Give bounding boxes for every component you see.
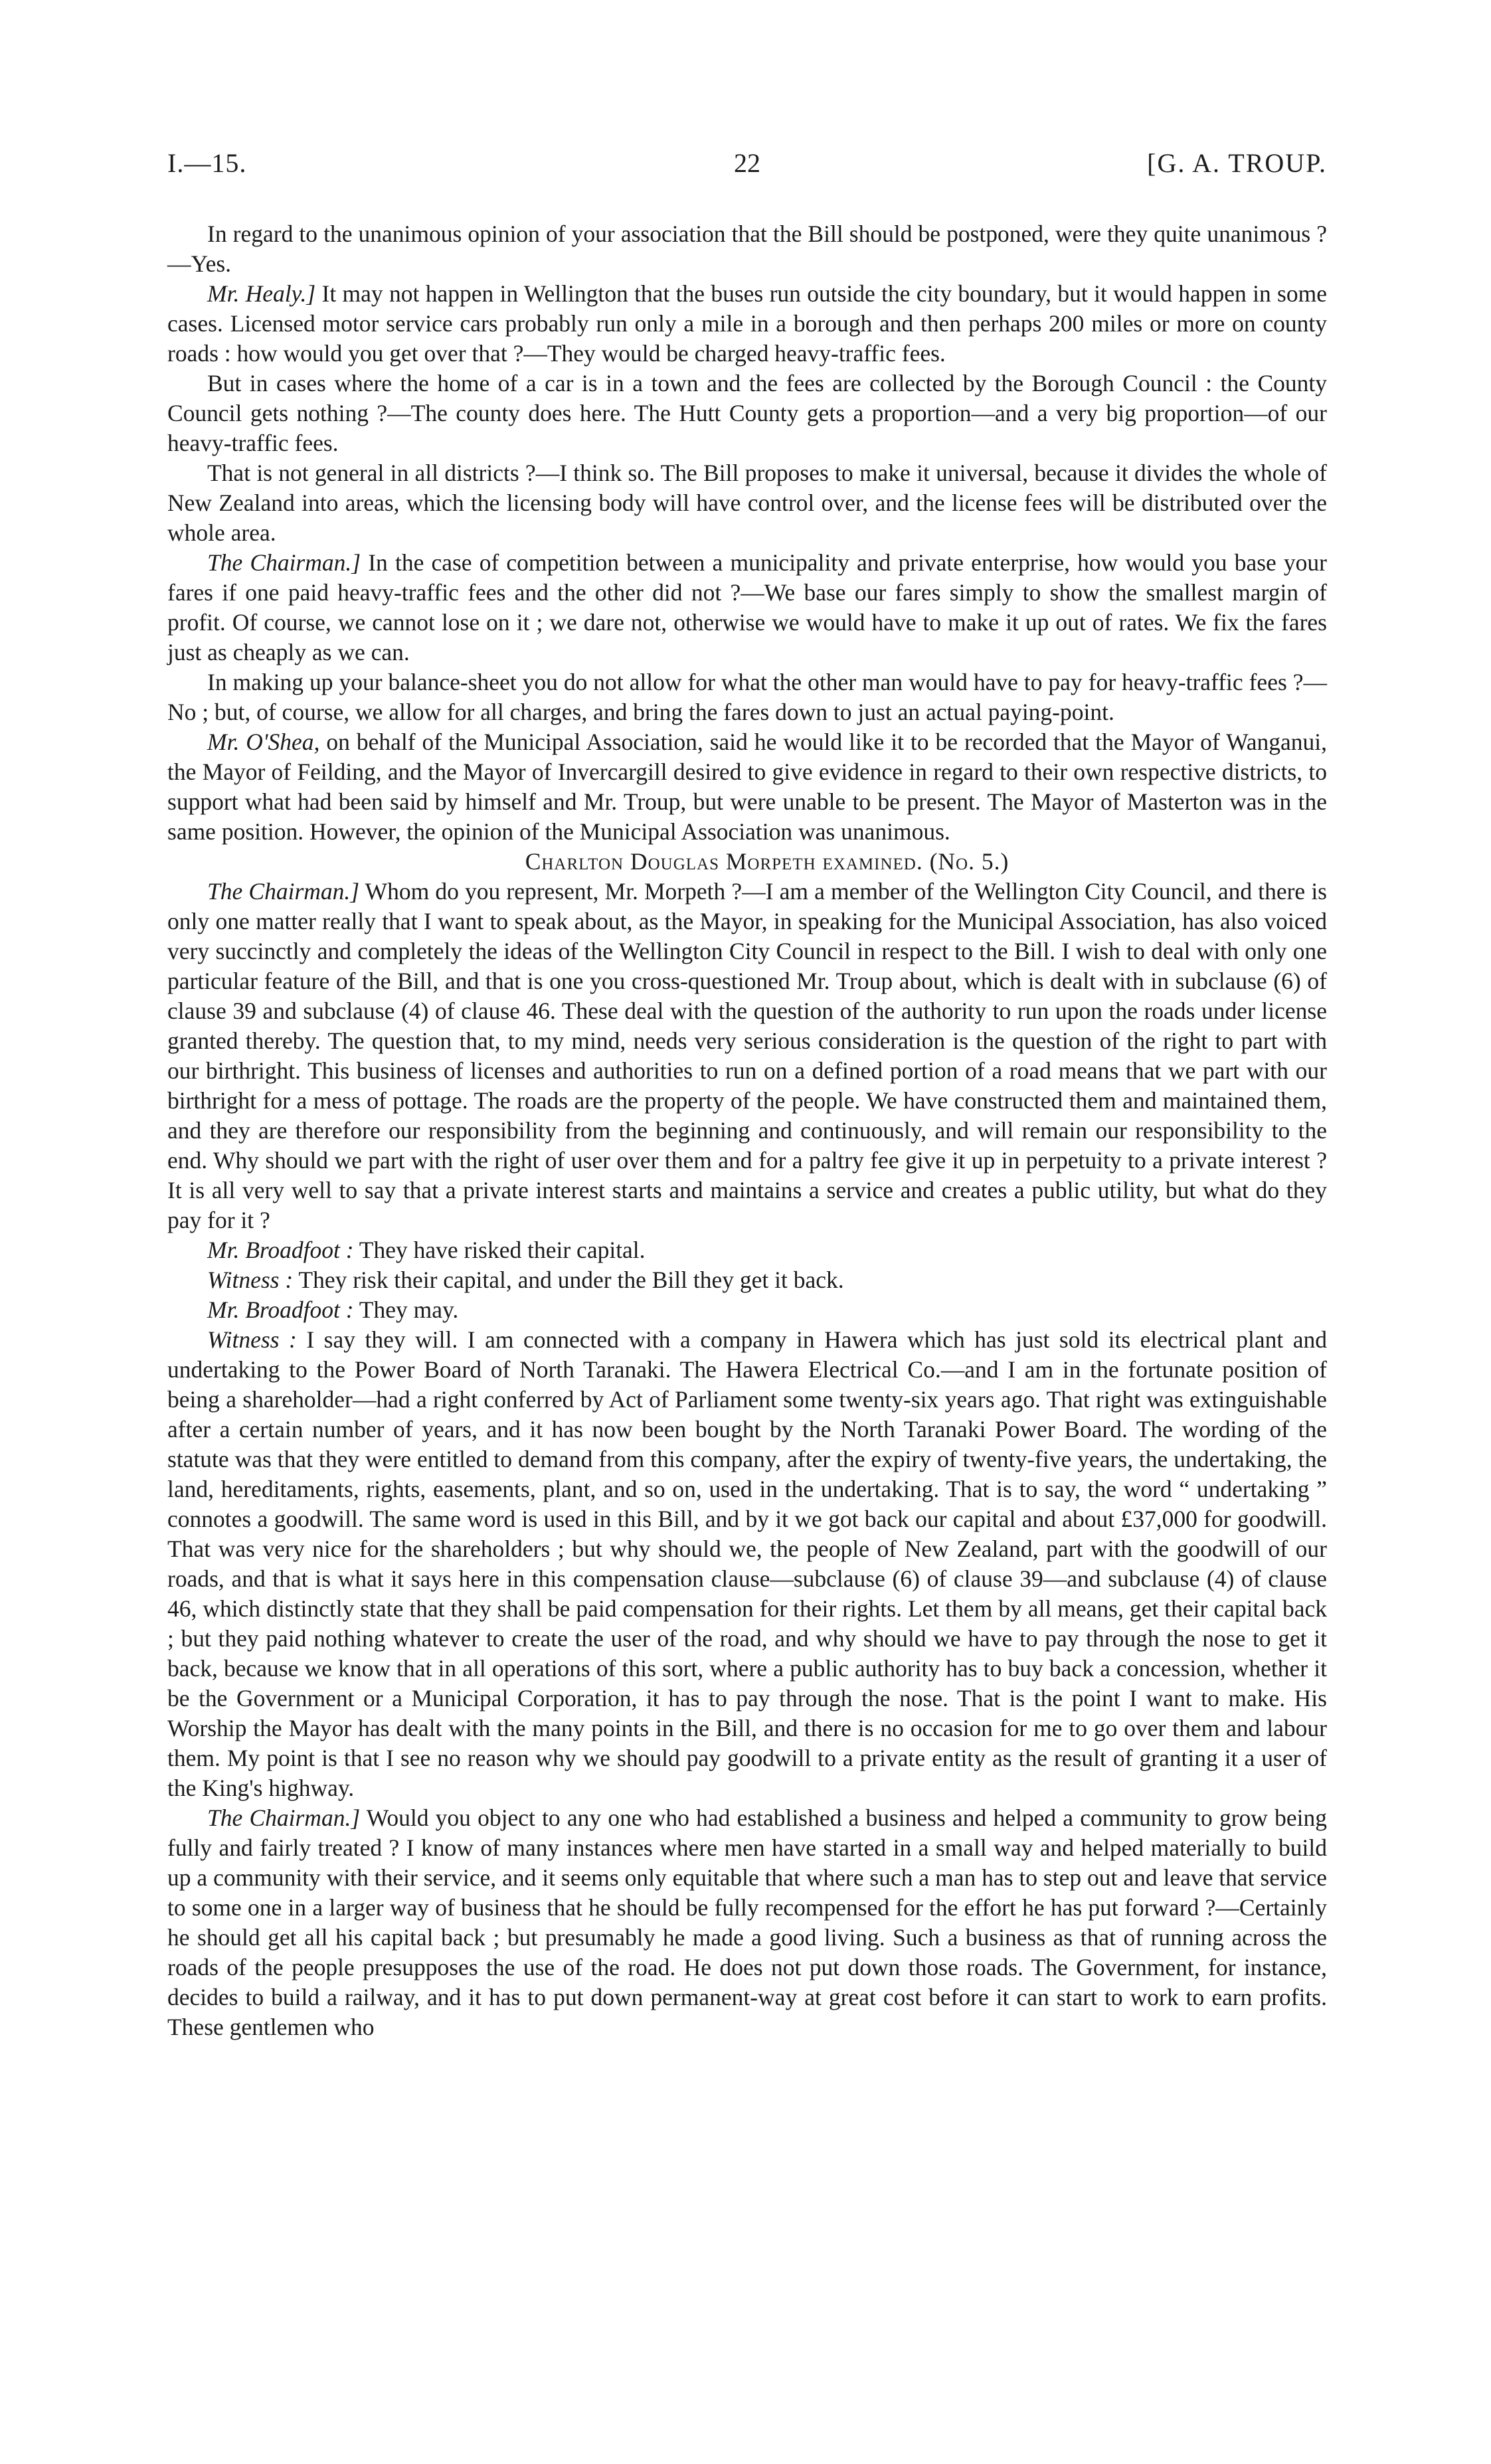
- paragraph: [167, 548, 1327, 667]
- paragraph-text: But in cases where the home of a car is in a town and the fees are collected by the Borough Council : the County Council gets nothing ?—The county does here. The Hutt County gets a proportion—and a very big proportion—of our heavy-traffic fees.: [167, 370, 1327, 456]
- paragraph-text: It may not happen in Wellington that the buses run outside the city boundary, but it would happen in some cases. Licensed motor service cars probably run only a mile in a borough and then perhaps 200 miles or more on county roads : how would you get over that ?—They would be charged heavy-traffic fees.: [167, 280, 1327, 367]
- speaker: Witness :: [207, 1326, 297, 1353]
- speaker: The Chairman.]: [207, 1804, 361, 1831]
- speaker: Mr. Broadfoot :: [207, 1237, 354, 1263]
- paragraph-text: I say they will. I am connected with a company in Hawera which has just sold its electrical plant and undertaking to the Power Board of North Taranaki. The Hawera Electrical Co.—and I am in the fortunate position of being a shareholder—had a right conferred by Act of Parliament some twenty-six years ago. That right was extinguishable after a certain number of years, and it has now been bought by the North Taranaki Power Board. The wording of the statute was that they were entitled to demand from this company, after the expiry of twenty-five years, the undertaking, the land, hereditaments, rights, easements, plant, and so on, used in the undertaking. That is to say, the word “ undertaking ” connotes a goodwill. The same word is used in this Bill, and by it we got back our capital and about £37,000 for goodwill. That was very nice for the shareholders ; but why should we, the people of New Zealand, part with the goodwill of our roads, and that is what it says here in this compensation clause—subclause (6) of clause 39—and subclause (4) of clause 46, which distinctly state that they shall be paid compensation for their rights. Let them by all means, get their capital back ; but they paid nothing whatever to create the user of the road, and why should we have to pay through the nose to get it back, because we know that in all operations of this sort, where a public authority has to buy back a concession, whether it be the Government or a Municipal Corporation, it has to pay through the nose. That is the point I want to make. His Worship the Mayor has dealt with the many points in the Bill, and there is no occasion for me to go over them and labour them. My point is that I see no reason why we should pay goodwill to a private entity as the result of granting it a user of the King's highway.: [167, 1326, 1327, 1801]
- paragraph: [167, 1235, 1327, 1265]
- paragraph-text: In the case of competition between a municipality and private enterprise, how would you base your fares if one paid heavy-traffic fees and the other did not ?—We base our fares simply to show the smallest margin of profit. Of course, we cannot lose on it ; we dare not, otherwise we would have to make it up out of rates. We fix the fares just as cheaply as we can.: [167, 549, 1327, 665]
- paragraph-text: That is not general in all districts ?—I think so. The Bill proposes to make it universal, because it divides the whole of New Zealand into areas, which the licensing body will have control over, and the license fees will be distributed over the whole area.: [167, 460, 1327, 546]
- speaker: Witness :: [207, 1267, 294, 1293]
- speaker: Mr. Broadfoot :: [207, 1296, 354, 1323]
- paragraph-text: They may.: [353, 1296, 459, 1323]
- paragraph-text: Whom do you represent, Mr. Morpeth ?—I am a member of the Wellington City Council, and there is only one matter really that I want to speak about, as the Mayor, in speaking for the Municipal Association, has also voiced very succinctly and completely the ideas of the Wellington City Council in respect to the Bill. I wish to deal with only one particular feature of the Bill, and that is one you cross-questioned Mr. Troup about, which is dealt with in subclause (6) of clause 39 and subclause (4) of clause 46. These deal with the question of the authority to run upon the roads under license granted thereby. The question that, to my mind, needs very serious consideration is the question of the right to part with our birthright. This business of licenses and authorities to run on a defined portion of a road means that we part with our birthright for a mess of pottage. The roads are the property of the people. We have constructed them and maintained them, and they are therefore our responsibility from the beginning and continuously, and will remain our responsibility to the end. Why should we part with the right of user over them and for a paltry fee give it up in perpetuity to a private interest ? It is all very well to say that a private interest starts and maintains a service and creates a public utility, but what do they pay for it ?: [167, 878, 1327, 1233]
- paragraph: [167, 279, 1327, 369]
- evidence-continued: [167, 219, 1327, 847]
- speaker: Mr. O'Shea,: [207, 729, 320, 755]
- paragraph: [167, 1325, 1327, 1803]
- paragraph: [167, 1803, 1327, 2042]
- speaker: The Chairman.]: [207, 549, 361, 576]
- speaker: Mr. Healy.]: [207, 280, 316, 307]
- page-number: 22: [734, 148, 760, 178]
- paragraph: [167, 369, 1327, 458]
- witness-evidence: [167, 877, 1327, 2042]
- paragraph-text: In making up your balance-sheet you do not allow for what the other man would have to pay for heavy-traffic fees ?—No ; but, of course, we allow for all charges, and bring the fares down to just an actual paying-point.: [167, 669, 1327, 725]
- paragraph-text: They risk their capital, and under the Bill they get it back.: [293, 1267, 844, 1293]
- paragraph: [167, 727, 1327, 847]
- paragraph-text: Would you object to any one who had established a business and helped a community to grow being fully and fairly treated ? I know of many instances where men have started in a small way and helped materially to build up a community with their service, and it seems only equitable that where such a man has to step out and leave that service to some one in a larger way of business that he should be fully recompensed for the effort he has put forward ?—Certainly he should get all his capital back ; but presumably he made a good living. Such a business as that of running across the roads of the people presupposes the use of the road. He does not put down those roads. The Government, for instance, decides to build a railway, and it has to put down permanent-way at great cost before it can start to work to earn profits. These gentlemen who: [167, 1804, 1327, 2040]
- witness-reference: [G. A. TROUP.: [1147, 148, 1327, 178]
- paragraph-text: on behalf of the Municipal Association, said he would like it to be recorded that the Mayor of Wanganui, the Mayor of Feilding, and the Mayor of Invercargill desired to give evidence in regard to their own respective districts, to support what had been said by himself and Mr. Troup, but were unable to be present. The Mayor of Masterton was in the same position. However, the opinion of the Municipal Association was unanimous.: [167, 729, 1327, 845]
- paper-reference: I.—15.: [167, 148, 247, 178]
- paragraph: [167, 1265, 1327, 1295]
- section-title: Charlton Douglas Morpeth examined. (No. 5.): [525, 848, 1009, 875]
- paragraph: [167, 458, 1327, 548]
- paragraph-text: They have risked their capital.: [353, 1237, 646, 1263]
- paragraph: [167, 667, 1327, 727]
- paragraph: [167, 877, 1327, 1235]
- page-header: [167, 147, 1327, 187]
- paragraph-text: In regard to the unanimous opinion of your association that the Bill should be postponed, were they quite unanimous ?—Yes.: [167, 220, 1327, 277]
- page-body: [167, 219, 1327, 2042]
- paragraph: [167, 1295, 1327, 1325]
- paragraph: [167, 219, 1327, 279]
- speaker: The Chairman.]: [207, 878, 360, 905]
